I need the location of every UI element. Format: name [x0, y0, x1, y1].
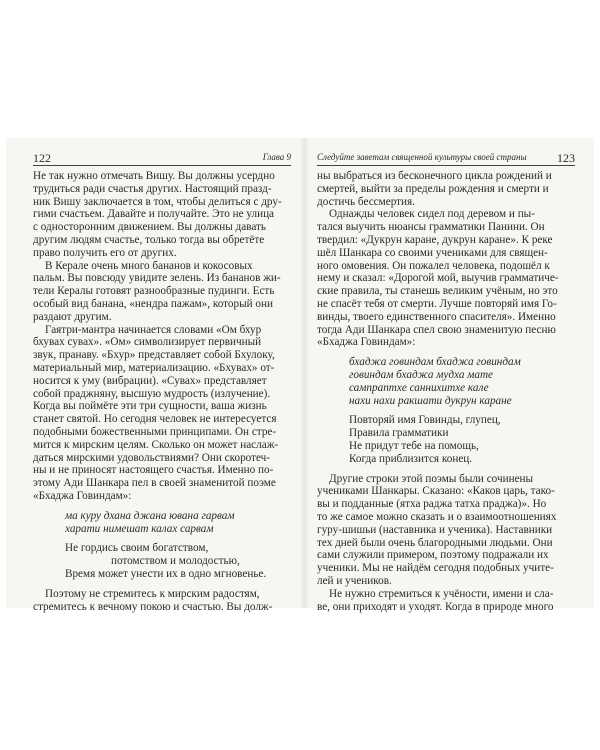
right-sanskrit-verse: [349, 356, 575, 407]
text-line: Не нужно стремиться к учёности, имени и сла-: [329, 587, 554, 600]
text-line: этому Ади Шанкара пел в своей знаменитой поэме: [33, 477, 276, 490]
right-paragraph-4: [317, 588, 575, 614]
text-line: Когда вы поймёте эти три сущности, ваша жизнь: [33, 400, 267, 413]
verse-line: потомством и молодостью,: [111, 555, 240, 568]
verse-line: харати нимешат калах сарвам: [65, 522, 214, 535]
left-translation-verse: [65, 542, 291, 580]
text-line: раздают другим.: [33, 310, 112, 323]
text-line: Однажды человек сидел под деревом и пы-: [329, 208, 535, 221]
text-line: тех дней были очень благородными людьми. Они: [317, 536, 553, 549]
text-line: ны выбраться из бесконечного цикла рождений и: [317, 170, 552, 182]
verse-line: Время может унести их в одно мгновенье.: [65, 567, 267, 580]
right-paragraph-1: [317, 170, 575, 208]
right-paragraph-2: [317, 208, 575, 349]
verse-line: Не придут тебе на помощь,: [349, 439, 479, 452]
text-line: твердил: «Дукрун каране, дукрун каране». К реке: [317, 233, 553, 246]
text-line: не спасёт тебя от смерти. Лучше повторяй имя Го-: [317, 297, 557, 310]
verse-line: бхаджа говиндам бхаджа говиндам: [349, 356, 521, 369]
verse-line: Когда приблизится конец.: [349, 452, 473, 465]
text-line: учениками Шанкары. Сказано: «Каков царь, тако-: [317, 485, 555, 498]
left-paragraph-3: [33, 324, 291, 503]
verse-line: сампраптхе саннихитхе кале: [349, 381, 489, 394]
text-line: звук, пранаву. «Бхур» представляет собой Бхулоку,: [33, 349, 275, 362]
right-paragraph-3: [317, 473, 575, 588]
verse-line: говиндам бхаджа мудха мате: [349, 368, 493, 381]
text-line: другим людям счастье, только тогда вы обретёте: [33, 233, 265, 246]
text-line: нему и сказал: «Дорогой мой, выучив грамматиче-: [317, 272, 559, 285]
left-page-header: [33, 150, 291, 166]
text-line: то же самое можно сказать и о взаимоотношениях: [317, 510, 557, 523]
verse-line: ма куру дхана джана ювана гарвам: [65, 509, 235, 522]
verse-line: Повторяй имя Говинды, глупец,: [349, 414, 501, 427]
text-line: Другие строки этой поэмы были сочинены: [329, 472, 534, 485]
text-line: винды, твоего единственного спасителя». Именно: [317, 310, 556, 323]
text-line: собой праджняну, высшую мудрость (излучение).: [33, 387, 271, 400]
left-sanskrit-verse: [65, 510, 291, 536]
left-page: [33, 150, 291, 613]
text-line: ские правила, ты станешь великим учёным, но это: [317, 285, 558, 298]
text-line: тели Кералы готовят разнообразные пудинги. Есть: [33, 285, 275, 298]
left-paragraph-4: [33, 588, 291, 614]
verse-line: нахи нахи ракшати дукрун каране: [349, 394, 512, 407]
right-page-header: [317, 150, 575, 166]
text-line: Поэтому не стремитесь к мирским радостям,: [45, 587, 260, 600]
text-line: лей и учеников.: [317, 574, 392, 587]
text-line: особый вид банана, «нендра пажам», который они: [33, 297, 273, 310]
text-line: сами служили примером, поэтому подражали их: [317, 549, 549, 562]
text-line: шёл Шанкара со своими учениками для священ-: [317, 246, 548, 259]
text-line: гими счастьем. Давайте и получайте. Это не улица: [33, 208, 275, 221]
left-page-number: 122: [33, 151, 51, 165]
left-paragraph-1: [33, 170, 291, 260]
text-line: станет святой. Но сегодня человек не интересуется: [33, 413, 277, 426]
text-line: тогда Ади Шанкара спел свою знаменитую песню: [317, 323, 556, 336]
text-line: «Бхаджа Говиндам»:: [317, 336, 416, 349]
right-page-number: 123: [557, 151, 575, 165]
left-running-header: Глава 9: [262, 152, 291, 162]
text-line: мится к мирским целям. Сколько он может наслаж-: [33, 438, 279, 451]
text-line: даться мирскими удовольствиями? Они скоротеч-: [33, 451, 271, 464]
text-line: пальм. Вы повсюду увидите зелень. Из бананов жи-: [33, 272, 281, 285]
text-line: «Бхаджа Говиндам»:: [33, 489, 132, 502]
text-line: подобными божественными принципами. Он стре-: [33, 425, 277, 438]
text-line: с односторонним движением. Вы должны давать: [33, 221, 267, 234]
text-line: Не так нужно отмечать Вишу. Вы должны усердно: [33, 170, 275, 182]
text-line: ник Вишу заключается в том, чтобы делиться с дру-: [33, 195, 282, 208]
text-line: Гаятри-мантра начинается словами «Ом бхур: [45, 323, 262, 336]
text-line: вы и подданные (ятха раджа татха праджа)». Но: [317, 498, 547, 511]
text-line: носится к уму (вибрации). «Сувах» представляет: [33, 374, 267, 387]
right-translation-verse: [349, 414, 575, 465]
verse-line: Не гордись своим богатством,: [65, 542, 209, 555]
book-gutter: [300, 138, 310, 608]
text-line: ного омовения. Он пожалел человека, подошёл к: [317, 259, 550, 272]
right-page: [317, 150, 575, 613]
left-paragraph-2: [33, 260, 291, 324]
text-line: стремитесь к вечному покою и счастью. Вы долж-: [33, 600, 273, 613]
text-line: материальный мир, материализацию. «Бхувах» от-: [33, 361, 275, 374]
text-line: смертей, выйти за пределы рождения и смерти и: [317, 182, 549, 195]
text-line: достичь бессмертия.: [317, 195, 415, 208]
text-line: бхувах сувах». «Ом» символизирует первичный: [33, 336, 262, 349]
text-line: ве, они приходят и уходят. Когда в природе много: [317, 600, 554, 613]
text-line: право получить его от других.: [33, 246, 177, 259]
text-line: ученики. Мы не найдём сегодня подобных учите-: [317, 562, 554, 575]
text-line: трудиться ради счастья других. Настоящий празд-: [33, 182, 272, 195]
text-line: В Керале очень много бананов и кокосовых: [45, 259, 253, 272]
text-line: тался выучить нюансы грамматики Панини. Он: [317, 221, 545, 234]
right-running-header: Следуйте заветам священной культуры своей страны: [317, 152, 527, 162]
verse-line: Правила грамматики: [349, 427, 449, 440]
text-line: ны и не приносят настоящего счастья. Именно по-: [33, 464, 274, 477]
text-line: гуру-шишьи (наставника и ученика). Наставники: [317, 523, 553, 536]
